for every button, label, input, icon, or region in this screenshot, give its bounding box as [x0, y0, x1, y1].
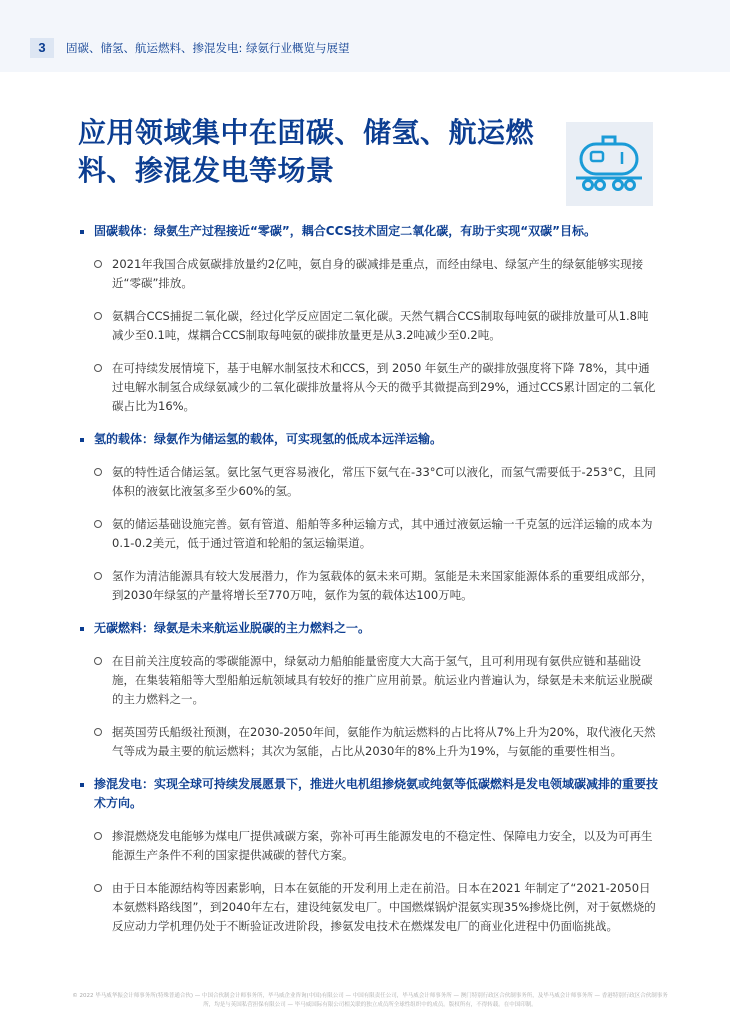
list-item-text: 氨的储运基础设施完善。氨有管道、船舶等多种运输方式，其中通过液氨运输一千克氢的远洋运输的成本为0.1-0.2美元，低于通过管道和轮船的氢运输渠道。	[112, 517, 653, 550]
section-heading: 氢的载体：绿氨作为储运氢的载体，可实现氢的低成本远洋运输。	[78, 430, 658, 449]
list-item	[78, 827, 658, 865]
circle-bullet-icon	[94, 728, 102, 736]
list-item-text: 氨耦合CCS捕捉二氧化碳，经过化学反应固定二氧化碳。天然气耦合CCS制取每吨氨的碳排放量可从1.8吨减少至0.1吨，煤耦合CCS制取每吨氨的碳排放量更是从3.2吨减少至0.2吨。	[112, 309, 649, 342]
list-item-text: 由于日本能源结构等因素影响，日本在氨能的开发利用上走在前沿。日本在2021 年制定了“2021-2050日本氨燃料路线图”，到2040年左右，建设纯氨发电厂。中国燃煤锅炉混氨实现35%掺烧比例，对于氨燃烧的反应动力学机理仍处于不断验证改进阶段，掺氨发电技术在燃煤发电厂的商业化进程中仍面临挑战。	[112, 881, 656, 933]
list-item	[78, 307, 658, 345]
header-band	[0, 0, 730, 72]
circle-bullet-icon	[94, 884, 102, 892]
tank-truck-icon	[566, 122, 653, 206]
page-title: 应用领域集中在固碳、储氢、航运燃料、掺混发电等场景	[78, 116, 535, 187]
circle-bullet-icon	[94, 468, 102, 476]
list-item	[78, 652, 658, 709]
header-title: 固碳、储氢、航运燃料、掺混发电: 绿氨行业概览与展望	[66, 41, 350, 55]
list-item-text: 在可持续发展情境下，基于电解水制氢技术和CCS，到 2050 年氨生产的碳排放强度将下降 78%，其中通过电解水制氢合成绿氨减少的二氧化碳排放量将从今天的微乎其微提高到29%，通过CCS累计固定的二氧化碳占比为16%。	[112, 361, 656, 413]
list-item-text: 氢作为清洁能源具有较大发展潜力，作为氢载体的氨未来可期。氢能是未来国家能源体系的重要组成部分，到2030年绿氢的产量将增长至770万吨，氨作为氢的载体达100万吨。	[112, 569, 653, 602]
circle-bullet-icon	[94, 520, 102, 528]
list-item	[78, 567, 658, 605]
list-item	[78, 255, 658, 293]
list-item	[78, 879, 658, 936]
footer-copyright: © 2022 毕马威华振会计师事务所(特殊普通合伙) — 中国合伙制会计师事务所，毕马威企业咨询(中国)有限公司 — 中国有限责任公司，毕马威会计师事务所 — 澳门特别行政区合伙制事务所，及毕马威会计师事务所 — 香港特别行政区合伙制事务所，均是与英国私营担保有限公司 — 毕马威国际有限公司相关联的独立成员所全球性组织中的成员。版权所有，不得转载。在中国印制。	[72, 993, 668, 1008]
circle-bullet-icon	[94, 364, 102, 372]
content	[78, 212, 658, 936]
page-number: 3	[30, 38, 54, 58]
list-item-text: 在目前关注度较高的零碳能源中，绿氨动力船舶能量密度大大高于氢气，且可利用现有氨供应链和基础设施，在集装箱船等大型船舶远航领域具有较好的推广应用前景。航运业内普遍认为，绿氨是未来航运业脱碳的主力燃料之一。	[112, 654, 653, 706]
section-heading: 固碳载体：绿氨生产过程接近“零碳”，耦合CCS技术固定二氧化碳，有助于实现“双碳”目标。	[78, 222, 658, 241]
list-item-text: 2021年我国合成氨碳排放量约2亿吨，氨自身的碳减排是重点，而经由绿电、绿氢产生的绿氨能够实现接近“零碳”排放。	[112, 257, 644, 290]
circle-bullet-icon	[94, 572, 102, 580]
list-item	[78, 723, 658, 761]
section-heading: 无碳燃料：绿氨是未来航运业脱碳的主力燃料之一。	[78, 619, 658, 638]
circle-bullet-icon	[94, 657, 102, 665]
list-item	[78, 515, 658, 553]
circle-bullet-icon	[94, 312, 102, 320]
circle-bullet-icon	[94, 260, 102, 268]
list-item	[78, 463, 658, 501]
list-item-text: 据英国劳氏船级社预测，在2030-2050年间，氨能作为航运燃料的占比将从7%上升为20%，取代液化天然气等成为最主要的航运燃料；其次为氢能，占比从2030年的8%上升为19%，与氨能的重要性相当。	[112, 725, 656, 758]
list-item	[78, 359, 658, 416]
list-item-text: 氨的特性适合储运氢。氨比氢气更容易液化，常压下氨气在-33°C可以液化，而氢气需要低于-253°C，且同体积的液氨比液氢多至少60%的氢。	[112, 465, 656, 498]
section-heading: 掺混发电：实现全球可持续发展愿景下，推进火电机组掺烧氨或纯氨等低碳燃料是发电领域碳减排的重要技术方向。	[78, 775, 658, 813]
list-item-text: 掺混燃烧发电能够为煤电厂提供减碳方案，弥补可再生能源发电的不稳定性、保障电力安全，以及为可再生能源生产条件不利的国家提供减碳的替代方案。	[112, 829, 653, 862]
circle-bullet-icon	[94, 832, 102, 840]
